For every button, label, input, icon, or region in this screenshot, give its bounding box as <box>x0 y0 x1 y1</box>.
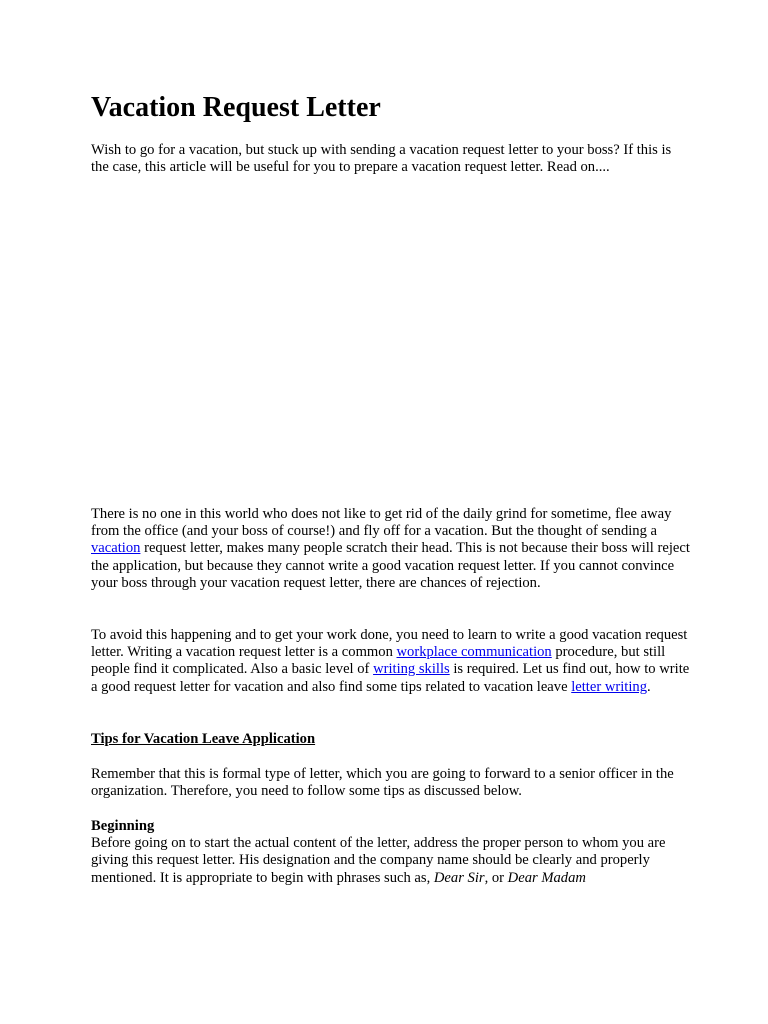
paragraph-text: . <box>647 678 651 695</box>
paragraph-text: To avoid this happening and to get your work done, you need to learn to write a good vacation request letter. Writing a vacation request letter is a common <box>91 627 688 661</box>
tips-section-heading: Tips for Vacation Leave Application <box>91 731 316 747</box>
salutation-dear-sir: Dear Sir <box>433 869 485 886</box>
paragraph-formal-letter: Remember that this is formal type of letter, which you are going to forward to a senior officer in the organization. Therefore, you need to follow some tips as discussed below. <box>91 766 674 800</box>
paragraph-avoid-happening <box>91 627 691 696</box>
page-title: Vacation Request Letter <box>91 92 381 123</box>
salutation-dear-madam: Dear Madam <box>507 869 586 886</box>
paragraph-text: is required. Let us find out, how to write a good request letter for vacation and also find some tips related to vacation leave <box>91 661 690 695</box>
salutation-connector: , or <box>484 869 508 886</box>
beginning-heading: Beginning <box>91 818 155 834</box>
beginning-text: Before going on to start the actual content of the letter, address the proper person to whom you are giving this request letter. His designation and the company name should be clearly and properly mentioned. It is appropriate to begin with phrases such as, <box>91 835 666 886</box>
writing-skills-link[interactable]: writing skills <box>373 661 450 678</box>
paragraph-daily-grind <box>91 506 691 592</box>
paragraph-text: request letter, makes many people scratch their head. This is not because their boss will reject the application, but because they cannot write a good vacation request letter. If you cannot convince your boss through your vacation request letter, there are chances of rejection. <box>91 540 690 591</box>
vacation-link[interactable]: vacation <box>91 540 141 557</box>
workplace-communication-link[interactable]: workplace communication <box>396 644 552 661</box>
paragraph-text: procedure, but still people find it complicated. Also a basic level of <box>91 644 666 678</box>
letter-writing-link[interactable]: letter writing <box>571 678 648 695</box>
intro-paragraph: Wish to go for a vacation, but stuck up with sending a vacation request letter to your boss? If this is the case, this article will be useful for you to prepare a vacation request letter. Read on.... <box>91 142 672 176</box>
paragraph-text: There is no one in this world who does not like to get rid of the daily grind for sometime, flee away from the office (and your boss of course!) and fly off for a vacation. But the thought of sending a <box>91 506 672 540</box>
beginning-section <box>91 818 691 887</box>
